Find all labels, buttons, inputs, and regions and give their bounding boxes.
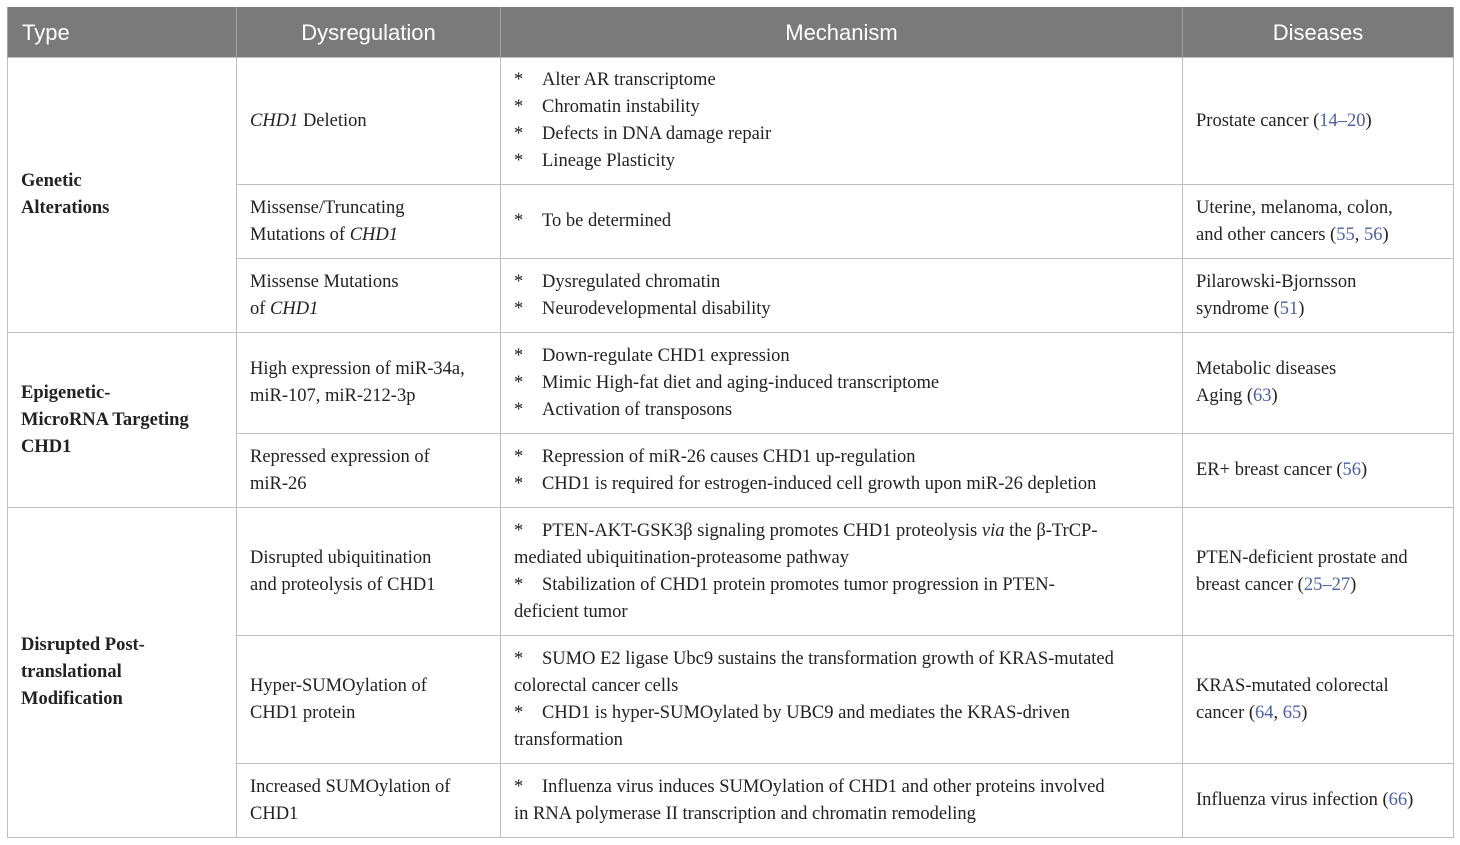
dysregulation-cell: Repressed expression of miR-26 [237,434,501,508]
mechanism-cell: * Dysregulated chromatin * Neurodevelopmental disability [501,259,1183,333]
mechanism-cell: * Repression of miR-26 causes CHD1 up-regulation * CHD1 is required for estrogen-induced cell growth upon miR-26 depletion [501,434,1183,508]
table-row [8,508,1454,636]
reference-link[interactable]: 14–20 [1319,110,1366,131]
mechanism-cell: * SUMO E2 ligase Ubc9 sustains the transformation growth of KRAS-mutated colorectal cancer cells * CHD1 is hyper-SUMOylated by UBC9 and mediates the KRAS-driven transformation [501,636,1183,764]
disease-cell: KRAS-mutated colorectal cancer (64, 65) [1183,636,1454,764]
reference-link[interactable]: 56 [1363,224,1383,245]
dysregulation-cell: Increased SUMOylation of CHD1 [237,764,501,838]
reference-link[interactable]: 64 [1255,702,1274,723]
disease-cell: Influenza virus infection (66) [1183,764,1454,838]
table-row [8,58,1454,185]
reference-link[interactable]: 63 [1253,386,1272,406]
disease-cell: Metabolic diseases Aging (63) [1183,333,1454,434]
disease-cell: Prostate cancer (14–20) [1183,58,1454,185]
mechanism-cell: * PTEN-AKT-GSK3β signaling promotes CHD1 proteolysis via the β-TrCP- mediated ubiquitination-proteasome pathway * Stabilization of CHD1 protein promotes tumor progression in PTEN- deficient tumor [501,508,1183,636]
table-row [8,333,1454,434]
dysregulation-cell: Missense/Truncating Mutations of CHD1 [237,185,501,259]
disease-cell: PTEN-deficient prostate and breast cancer (25–27) [1183,508,1454,636]
header-dysregulation: Dysregulation [237,7,501,58]
mechanism-cell: * Down-regulate CHD1 expression * Mimic High-fat diet and aging-induced transcriptome * Activation of transposons [501,333,1183,434]
type-cell-post-translational: Disrupted Post- translational Modification [8,508,237,838]
dysregulation-table [7,7,1454,838]
header-mechanism: Mechanism [501,7,1183,58]
reference-link[interactable]: 55 [1336,224,1355,245]
reference-link[interactable]: 65 [1282,702,1302,723]
reference-link[interactable]: 25–27 [1303,574,1351,595]
dysregulation-cell: CHD1 Deletion [237,58,501,185]
dysregulation-cell: High expression of miR-34a, miR-107, miR-212-3p [237,333,501,434]
header-type: Type [8,7,237,58]
mechanism-cell: * To be determined [501,185,1183,259]
table-header-row [8,7,1454,58]
header-diseases: Diseases [1183,7,1454,58]
disease-cell: Uterine, melanoma, colon, and other cancers (55, 56) [1183,185,1454,259]
reference-link[interactable]: 66 [1388,790,1408,810]
disease-cell: ER+ breast cancer (56) [1183,434,1454,508]
disease-cell: Pilarowski-Bjornsson syndrome (51) [1183,259,1454,333]
type-cell-genetic: Genetic Alterations [8,58,237,333]
mechanism-cell: * Alter AR transcriptome * Chromatin instability * Defects in DNA damage repair * Lineage Plasticity [501,58,1183,185]
dysregulation-cell: Missense Mutations of CHD1 [237,259,501,333]
reference-link[interactable]: 51 [1279,298,1299,319]
reference-link[interactable]: 56 [1342,460,1362,480]
mechanism-cell: * Influenza virus induces SUMOylation of CHD1 and other proteins involved in RNA polymerase II transcription and chromatin remodeling [501,764,1183,838]
type-cell-epigenetic: Epigenetic- MicroRNA Targeting CHD1 [8,333,237,508]
dysregulation-cell: Disrupted ubiquitination and proteolysis of CHD1 [237,508,501,636]
dysregulation-cell: Hyper-SUMOylation of CHD1 protein [237,636,501,764]
